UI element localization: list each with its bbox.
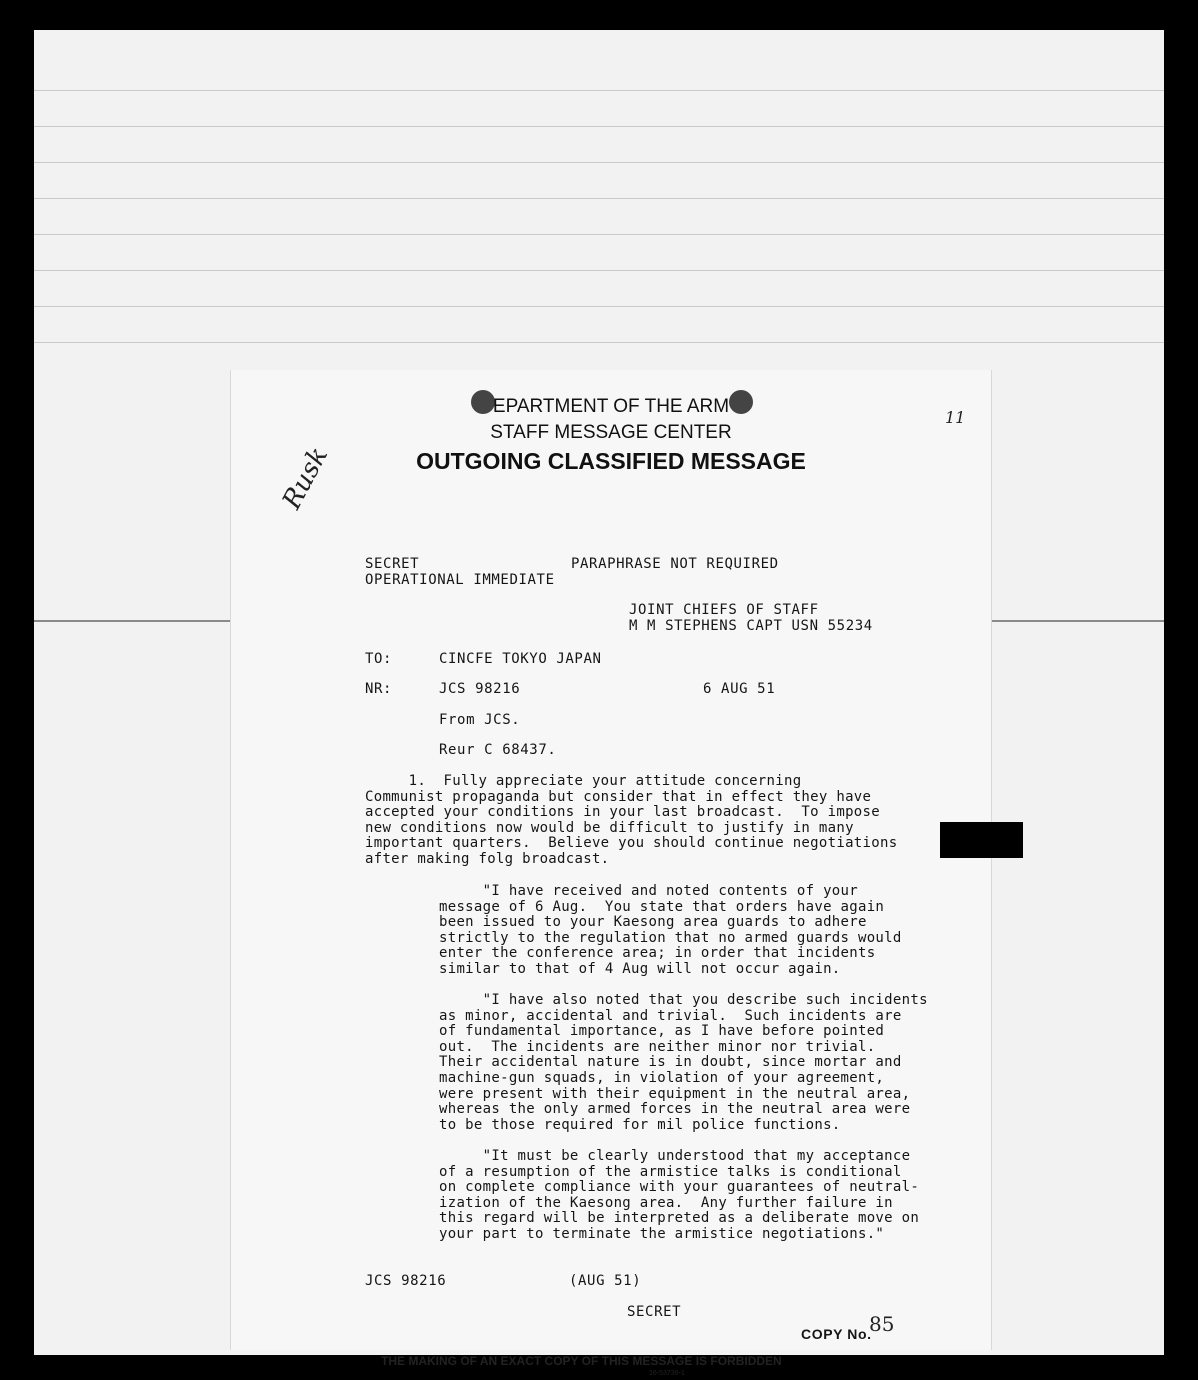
ledger-line bbox=[34, 162, 1164, 163]
message-center-title: STAFF MESSAGE CENTER bbox=[490, 422, 732, 443]
classification-label: SECRET bbox=[365, 556, 420, 572]
footer-date: (AUG 51) bbox=[569, 1273, 642, 1289]
handwritten-initials: Rusk bbox=[277, 442, 335, 515]
copy-number: 85 bbox=[869, 1312, 895, 1336]
precedence-label: OPERATIONAL IMMEDIATE bbox=[365, 572, 555, 588]
body-paragraph-2: "I have received and noted contents of your message of 6 Aug. You state that orders have again been issued to your Kaesong area guards to adhere strictly to the regulation that no armed guards would enter the conference area; in order that incidents similar to that of 4 Aug will not occur again. bbox=[439, 883, 902, 977]
message-date: 6 AUG 51 bbox=[703, 681, 776, 697]
to-label: TO: bbox=[365, 651, 393, 667]
ledger-line bbox=[34, 270, 1164, 271]
form-number: 16-53736-1 bbox=[649, 1370, 685, 1377]
originator-line1: JOINT CHIEFS OF STAFF bbox=[629, 602, 819, 618]
ledger-line bbox=[34, 234, 1164, 235]
department-title: EPARTMENT OF THE ARM bbox=[492, 396, 730, 417]
body-paragraph-1: 1. Fully appreciate your attitude concerning Communist propaganda but consider that in effect they have accepted your conditions in your last broadcast. To impose new conditions now would be difficult to justify in many important quarters. Believe you should continue negotiations after making folg broadcast. bbox=[365, 773, 898, 867]
to-value: CINCFE TOKYO JAPAN bbox=[439, 651, 602, 667]
footer-reference: JCS 98216 bbox=[365, 1273, 447, 1289]
body-paragraph-3: "I have also noted that you describe such incidents as minor, accidental and trivial. Such incidents are of fundamental importance, as I have before pointed out. The incidents are neither minor nor trivial. Their accidental nature is in doubt, since mortar and machine-gun squads, in violation of your agreement, were present with their equipment in the neutral area, whereas the only armed forces in the neutral area were to be those required for mil police functions. bbox=[439, 992, 928, 1133]
redaction-block bbox=[940, 822, 1023, 858]
nr-label: NR: bbox=[365, 681, 393, 697]
reference-line: Reur C 68437. bbox=[439, 742, 557, 758]
page-mark: 11 bbox=[945, 408, 966, 427]
copy-label: COPY No. bbox=[801, 1326, 872, 1342]
ledger-line bbox=[34, 342, 1164, 343]
copy-warning: THE MAKING OF AN EXACT COPY OF THIS MESSAGE IS FORBIDDEN bbox=[381, 1354, 782, 1368]
message-form bbox=[230, 370, 992, 1377]
ledger-line bbox=[34, 126, 1164, 127]
ledger-line bbox=[34, 90, 1164, 91]
ledger-line bbox=[34, 306, 1164, 307]
message-type-title: OUTGOING CLASSIFIED MESSAGE bbox=[416, 448, 806, 474]
paraphrase-label: PARAPHRASE NOT REQUIRED bbox=[571, 556, 779, 572]
ledger-line bbox=[34, 198, 1164, 199]
scanned-page bbox=[34, 30, 1164, 1377]
originator-line2: M M STEPHENS CAPT USN 55234 bbox=[629, 618, 873, 634]
nr-value: JCS 98216 bbox=[439, 681, 521, 697]
from-line: From JCS. bbox=[439, 712, 521, 728]
body-paragraph-4: "It must be clearly understood that my acceptance of a resumption of the armistice talks is conditional on complete compliance with your guarantees of neutral- ization of the Kaesong area. Any further failure in this regard will be interpreted as a deliberate move on your part to terminate the armistice negotiations." bbox=[439, 1148, 920, 1242]
footer-classification: SECRET bbox=[627, 1304, 682, 1320]
